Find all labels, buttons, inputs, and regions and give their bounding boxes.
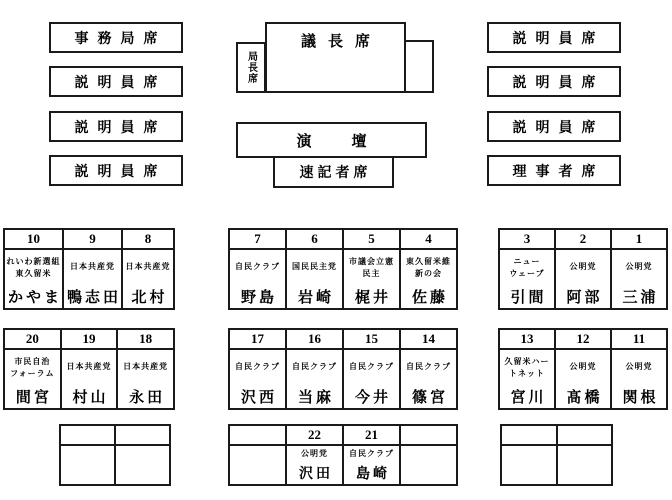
- seat-number: 4: [401, 230, 456, 250]
- member-name: 宮川: [510, 389, 547, 406]
- party-name: 自民クラブ: [292, 362, 337, 371]
- bureau-chief-seat-box: [236, 42, 266, 93]
- explainer-seat-label: 説明員席: [512, 29, 605, 46]
- party-name: 国民民主党: [292, 262, 337, 271]
- seat-number: 12: [556, 330, 610, 350]
- seat-info: [5, 350, 60, 410]
- seat-19: [62, 330, 119, 408]
- seat-5: [344, 230, 401, 308]
- secretariat-seat-box: [49, 22, 183, 53]
- podium-label: 演壇: [296, 132, 407, 150]
- stenographer-seat-label: 速記者席: [299, 164, 372, 180]
- podium-box: [236, 122, 427, 158]
- secretariat-seat-label: 事務局席: [74, 29, 167, 46]
- seat-info: [5, 250, 62, 310]
- party-name: ニュー ウェーブ: [509, 257, 545, 278]
- member-name: 鴨志田: [67, 289, 122, 306]
- explainer-seat-label: 説明員席: [74, 118, 167, 135]
- seat-info: [556, 250, 610, 310]
- seat-4: [401, 230, 456, 308]
- empty-seat: [61, 426, 116, 484]
- explainer-seat-label: 説明員席: [512, 118, 605, 135]
- seat-17: [230, 330, 287, 408]
- party-name: 市民自治 フォーラム: [10, 357, 55, 378]
- explainer-seat-box-right-3: [487, 111, 621, 142]
- seat-info: [64, 250, 121, 310]
- seat-grid-right-row1: [498, 228, 668, 310]
- member-name: 北村: [131, 289, 168, 306]
- seat-grid-left-row2: [3, 328, 175, 410]
- chairman-seat-box: [265, 22, 406, 93]
- seat-3: [500, 230, 556, 308]
- seat-number: 10: [5, 230, 62, 250]
- empty-seat: [502, 426, 558, 484]
- member-name: 三浦: [622, 289, 659, 306]
- seat-info: [287, 250, 342, 310]
- seat-number: 5: [344, 230, 399, 250]
- member-name: 村山: [72, 389, 109, 406]
- seat-number: 9: [64, 230, 121, 250]
- seat-15: [344, 330, 401, 408]
- seat-13: [500, 330, 556, 408]
- seat-number: 6: [287, 230, 342, 250]
- member-name: 間宮: [15, 389, 52, 406]
- executive-seat-label: 理事者席: [512, 162, 605, 179]
- seat-grid-right-row2: [498, 328, 668, 410]
- member-name: 関根: [622, 389, 659, 406]
- seat-number: 19: [62, 330, 117, 350]
- member-name: 阿部: [566, 289, 603, 306]
- explainer-seat-label: 説明員席: [512, 73, 605, 90]
- seat-info: [500, 250, 554, 310]
- stenographer-seat-box: [273, 156, 394, 188]
- member-name: 野島: [240, 289, 277, 306]
- seat-grid-left-row3-empty: [59, 424, 171, 486]
- seat-info: [230, 250, 285, 310]
- empty-seat: [230, 426, 287, 484]
- seat-8: [123, 230, 173, 308]
- chairman-seat-label: 議長席: [300, 33, 382, 50]
- party-name: 市議会立憲 民主: [349, 257, 394, 278]
- seat-7: [230, 230, 287, 308]
- seat-info: [401, 250, 456, 310]
- seat-info: [287, 350, 342, 410]
- party-name: 東久留米維 新の会: [406, 257, 451, 278]
- seat-info: [612, 250, 666, 310]
- seat-number: 3: [500, 230, 554, 250]
- member-name: 島崎: [356, 465, 390, 481]
- seat-number: 8: [123, 230, 173, 250]
- seat-9: [64, 230, 123, 308]
- party-name: 公明党: [569, 262, 597, 271]
- explainer-seat-box-right-1: [487, 22, 621, 53]
- seat-14: [401, 330, 456, 408]
- seat-21: [344, 426, 401, 484]
- party-name: 日本共産党: [66, 362, 112, 371]
- bureau-chief-seat-label: 局長席: [245, 51, 257, 84]
- party-name: 日本共産党: [70, 262, 116, 271]
- seat-grid-center-row3: [228, 424, 458, 486]
- seat-grid-left-row1: [3, 228, 175, 310]
- seat-grid-center-row1: [228, 228, 458, 310]
- party-name: れいわ新選組 東久留米: [6, 257, 61, 278]
- seat-number: 17: [230, 330, 285, 350]
- explainer-seat-box-left-3: [49, 155, 183, 186]
- seat-18: [118, 330, 173, 408]
- party-name: 公明党: [625, 362, 653, 371]
- chairman-side-box: [404, 40, 434, 93]
- seat-info: [500, 350, 554, 410]
- seat-info: [344, 446, 399, 485]
- member-name: 当麻: [297, 389, 334, 406]
- member-name: 沢西: [240, 389, 277, 406]
- seat-number: 1: [612, 230, 666, 250]
- party-name: 公明党: [301, 448, 328, 458]
- seat-22: [287, 426, 344, 484]
- seat-1: [612, 230, 666, 308]
- seat-number: 13: [500, 330, 554, 350]
- party-name: 自民クラブ: [235, 362, 280, 371]
- seat-info: [401, 350, 456, 410]
- member-name: 髙橋: [566, 389, 603, 406]
- party-name: 自民クラブ: [349, 362, 394, 371]
- seat-number: 2: [556, 230, 610, 250]
- seat-11: [612, 330, 666, 408]
- seat-number: 16: [287, 330, 342, 350]
- seat-info: [612, 350, 666, 410]
- party-name: 自民クラブ: [406, 362, 451, 371]
- seat-12: [556, 330, 612, 408]
- seat-number: 21: [344, 426, 399, 446]
- explainer-seat-box-left-2: [49, 111, 183, 142]
- seat-info: [344, 250, 399, 310]
- seat-number: 22: [287, 426, 342, 446]
- empty-seat: [401, 426, 456, 484]
- seat-info: [344, 350, 399, 410]
- member-name: 梶井: [354, 289, 391, 306]
- party-name: 自民クラブ: [235, 262, 280, 271]
- seat-info: [230, 350, 285, 410]
- party-name: 公明党: [569, 362, 597, 371]
- party-name: 公明党: [625, 262, 653, 271]
- seat-10: [5, 230, 64, 308]
- explainer-seat-box-right-2: [487, 66, 621, 97]
- seat-info: [287, 446, 342, 485]
- explainer-seat-label: 説明員席: [74, 73, 167, 90]
- seat-number: 20: [5, 330, 60, 350]
- seat-info: [123, 250, 173, 310]
- member-name: 沢田: [299, 465, 333, 481]
- empty-seat: [558, 426, 612, 484]
- seat-number: 11: [612, 330, 666, 350]
- member-name: 永田: [129, 389, 166, 406]
- seat-2: [556, 230, 612, 308]
- seat-info: [62, 350, 117, 410]
- seat-16: [287, 330, 344, 408]
- member-name: 岩崎: [297, 289, 334, 306]
- seat-grid-center-row2: [228, 328, 458, 410]
- seat-grid-right-row3-empty: [500, 424, 613, 486]
- party-name: 日本共産党: [123, 362, 169, 371]
- seat-6: [287, 230, 344, 308]
- member-name: 佐藤: [411, 289, 448, 306]
- party-name: 久留米ハー トネット: [504, 357, 550, 378]
- party-name: 自民クラブ: [349, 448, 394, 458]
- seat-number: 18: [118, 330, 173, 350]
- member-name: 今井: [354, 389, 391, 406]
- seat-info: [118, 350, 173, 410]
- seat-number: 15: [344, 330, 399, 350]
- seat-20: [5, 330, 62, 408]
- seat-number: 14: [401, 330, 456, 350]
- explainer-seat-box-left-1: [49, 66, 183, 97]
- member-name: 篠宮: [411, 389, 448, 406]
- seat-info: [556, 350, 610, 410]
- member-name: かやま: [8, 289, 63, 306]
- executive-seat-box: [487, 155, 621, 186]
- seat-number: 7: [230, 230, 285, 250]
- party-name: 日本共産党: [125, 262, 171, 271]
- empty-seat: [116, 426, 169, 484]
- member-name: 引間: [510, 289, 547, 306]
- explainer-seat-label: 説明員席: [74, 162, 167, 179]
